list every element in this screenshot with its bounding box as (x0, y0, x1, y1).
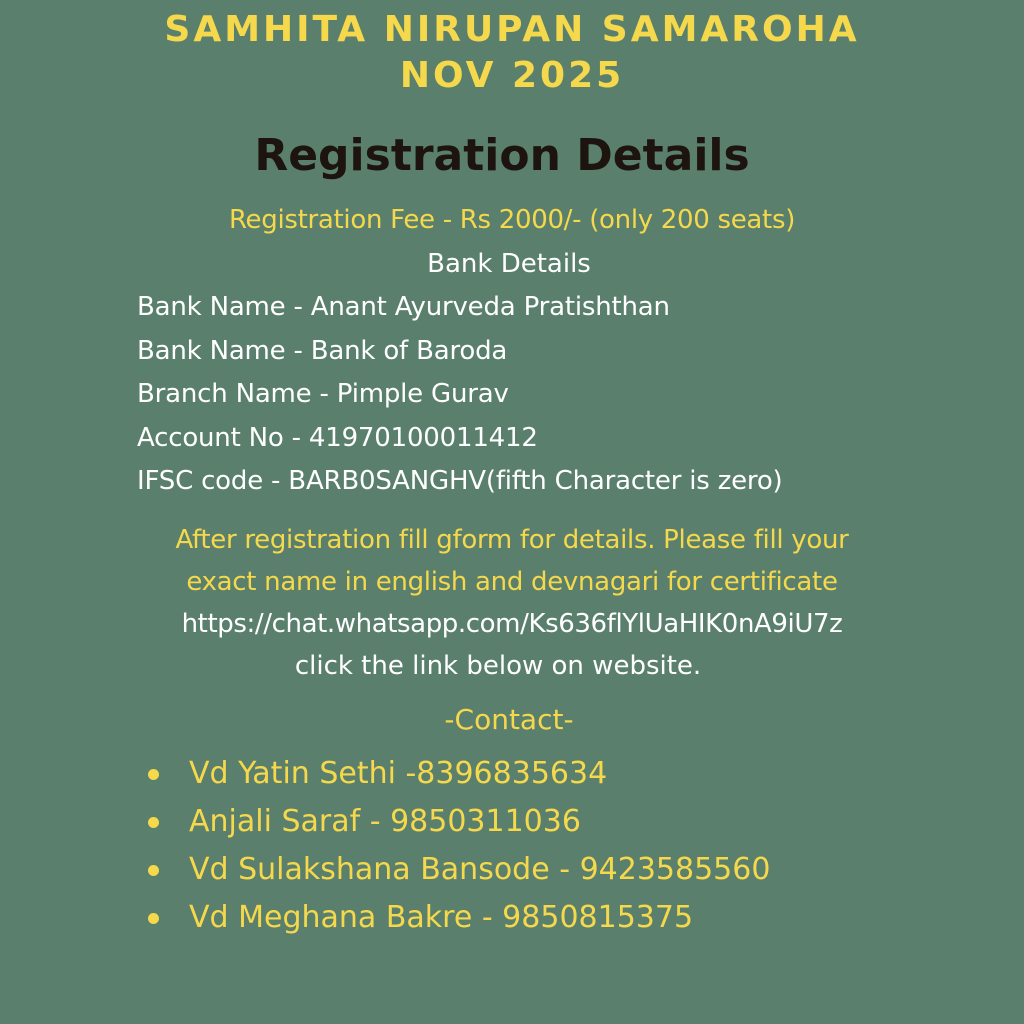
branch-name: Branch Name - Pimple Gurav (137, 379, 509, 409)
event-date: NOV 2025 (399, 55, 625, 96)
contact-item (148, 846, 770, 894)
bank-details-header: Bank Details (427, 249, 591, 279)
contact-text: Anjali Saraf - 9850311036 (189, 804, 581, 839)
bullet-icon (148, 913, 159, 924)
contact-item (148, 894, 770, 942)
contact-item (148, 798, 770, 846)
instruction-line-2: exact name in english and devnagari for certificate (186, 567, 838, 597)
bank-name: Bank Name - Bank of Baroda (137, 335, 508, 366)
page-title: Registration Details (254, 130, 750, 181)
contact-list (148, 750, 770, 942)
contact-text: Vd Meghana Bakre - 9850815375 (189, 900, 694, 935)
bullet-icon (148, 865, 159, 876)
event-title: SAMHITA NIRUPAN SAMAROHA (164, 9, 860, 50)
contact-text: Vd Yatin Sethi -8396835634 (189, 756, 608, 791)
bullet-icon (148, 817, 159, 828)
contact-header: -Contact- (444, 703, 574, 736)
bank-details-list (137, 286, 783, 504)
click-note: click the link below on website. (294, 651, 702, 681)
instruction-line-1: After registration fill gform for details. Please fill your (175, 525, 849, 555)
contact-item (148, 750, 770, 798)
whatsapp-link[interactable]: https://chat.whatsapp.com/Ks636flYlUaHIK0nA9iU7z (181, 609, 843, 639)
account-number: Account No - 41970100011412 (137, 422, 538, 453)
bank-account-name: Bank Name - Anant Ayurveda Pratishthan (137, 292, 670, 322)
contact-text: Vd Sulakshana Bansode - 9423585560 (189, 852, 771, 887)
ifsc-code: IFSC code - BARB0SANGHV(fifth Character is zero) (137, 466, 783, 496)
bullet-icon (148, 769, 159, 780)
registration-fee: Registration Fee - Rs 2000/- (only 200 seats) (228, 205, 796, 235)
